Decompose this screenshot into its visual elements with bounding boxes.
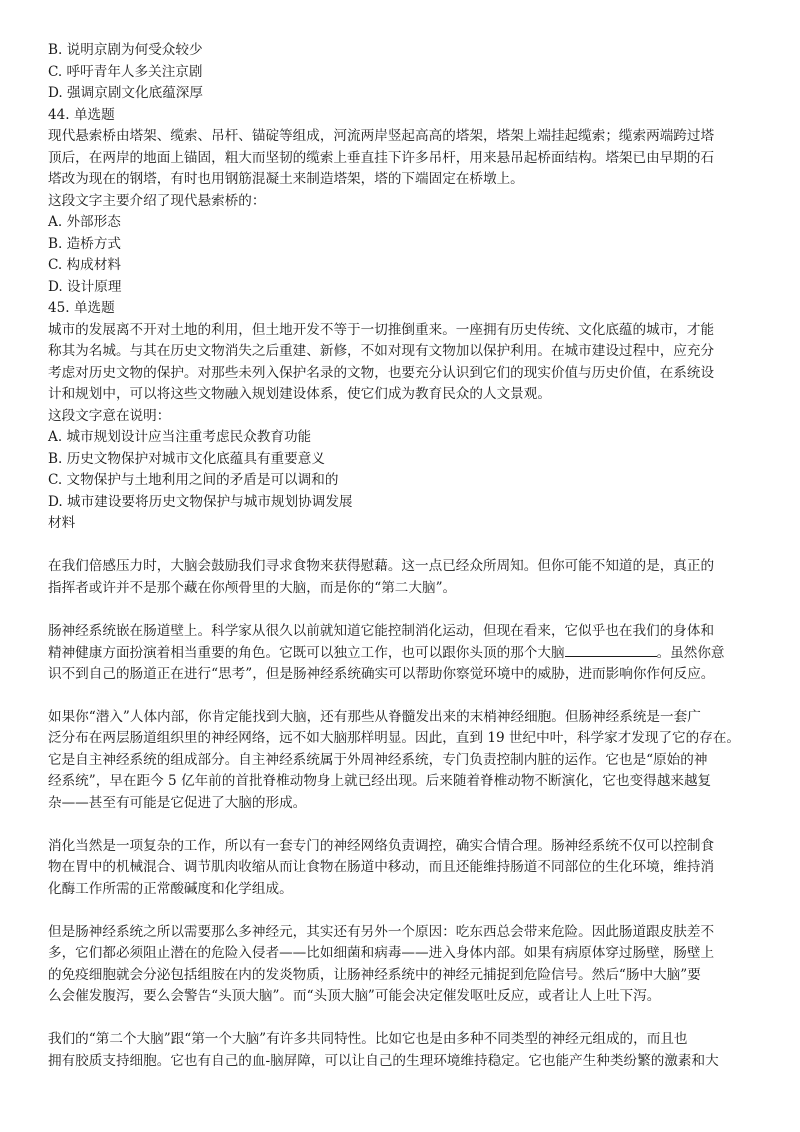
paragraph-line: 经系统”，早在距今 5 亿年前的首批脊椎动物身上就已经出现。后来随着脊椎动物不断演化，它也变得越来越复 [48,773,712,789]
passage-line: 顶后，在两岸的地面上锚固，粗大而坚韧的缆索上垂直挂下许多吊杆，用来悬吊起桥面结构。塔架已由早期的石 [48,149,715,166]
paragraph-line: 但是肠神经系统之所以需要那么多神经元，其实还有另外一个原因：吃东西总会带来危险。因此肠道跟皮肤差不 [48,923,715,940]
text-segment: 。虽然你意 [656,645,725,661]
option-c: C. 构成材料 [48,257,121,273]
paragraph-gap [48,685,768,707]
paragraph-line: 的免疫细胞就会分泌包括组胺在内的发炎物质，让肠神经系统中的神经元捕捉到危险信号。然后“肠中大脑”要 [48,966,701,983]
paragraph-line: 化酶工作所需的正常酸碱度和化学组成。 [48,880,293,897]
text-segment: 精神健康方面扮演着相当重要的角色。它既可以独立工作，也可以跟你头顶的那个大脑 [48,645,565,661]
option-b: B. 说明京剧为何受众较少 [48,42,203,58]
question-header: 45. 单选题 [48,300,115,316]
paragraph-line: 么会催发腹泻，要么会警告“头顶大脑”。而“头顶大脑”可能会决定催发呕吐反应，或者让人上吐下泻。 [48,988,661,1004]
option-a: A. 外部形态 [48,214,121,230]
paragraph-line: 指挥者或许并不是那个藏在你颅骨里的大脑，而是你的“第二大脑”。 [48,579,457,596]
option-c: C. 文物保护与土地利用之间的矛盾是可以调和的 [48,472,339,488]
passage-line: 塔改为现在的钢塔，有时也用钢筋混凝土来制造塔架，塔的下端固定在桥墩上。 [48,171,524,187]
paragraph-gap [48,599,768,621]
passage-line: 考虑对历史文物的保护。对那些未列入保护名录的文物，也要充分认识到它们的现实价值与历史价值，在系统设 [48,364,715,381]
paragraph-line: 肠神经系统嵌在肠道壁上。科学家从很久以前就知道它能控制消化运动，但现在看来，它似乎也在我们的身体和 [48,622,715,639]
question-header: 44. 单选题 [48,106,115,123]
question-stem: 这段文字主要介绍了现代悬索桥的： [48,192,266,209]
passage-line: 称其为名城。与其在历史文物消失之后重建、新修，不如对现有文物加以保护利用。在城市建设过程中，应充分 [48,343,715,359]
option-d: D. 强调京剧文化底蕴深厚 [48,85,203,101]
passage-line: 计和规划中，可以将这些文物融入规划建设体系，使它们成为教育民众的人文景观。 [48,386,551,402]
fill-in-blank [565,642,657,657]
paragraph-gap [48,1008,768,1030]
option-b: B. 造桥方式 [48,235,122,252]
paragraph-line: 如果你“潜入”人体内部，你肯定能找到大脑，还有那些从脊髓发出来的末梢神经细胞。但肠神经系统是一套广 [48,708,701,725]
passage-line: 城市的发展离不开对土地的利用，但土地开发不等于一切推倒重来。一座拥有历史传统、文化底蕴的城市，才能 [48,321,715,338]
document-page [48,40,768,1072]
paragraph-line: 泛分布在两层肠道组织里的神经网络，远不如大脑那样明显。因此，直到 19 世纪中叶，科学家才发现了它的存在。 [48,730,741,746]
material-header: 材料 [48,515,76,531]
paragraph-line: 消化当然是一项复杂的工作，所以有一套专门的神经网络负责调控，确实合情合理。肠神经系统不仅可以控制食 [48,837,715,854]
paragraph-line: 在我们倍感压力时，大脑会鼓励我们寻求食物来获得慰藉。这一点已经众所周知。但你可能不知道的是，真正的 [48,558,715,574]
option-a: A. 城市规划设计应当注重考虑民众教育功能 [48,429,312,445]
paragraph-line: 识不到自己的肠道正在进行“思考”，但是肠神经系统确实可以帮助你察觉环境中的威胁，进而影响你作何反应。 [48,665,715,682]
paragraph-line: 物在胃中的机械混合、调节肌肉收缩从而让食物在肠道中移动，而且还能维持肠道不同部位的生化环境，维持消 [48,859,715,875]
paragraph-line: 它是自主神经系统的组成部分。自主神经系统属于外周神经系统，专门负责控制内脏的运作。它也是“原始的神 [48,751,708,768]
paragraph-gap [48,535,768,557]
paragraph-line: 我们的“第二个大脑”跟“第一个大脑”有许多共同特性。比如它也是由多种不同类型的神经元组成的，而且也 [48,1031,688,1047]
option-d: D. 设计原理 [48,278,122,295]
paragraph-gap [48,814,768,836]
option-d: D. 城市建设要将历史文物保护与城市规划协调发展 [48,493,353,510]
option-c: C. 呼吁青年人多关注京剧 [48,63,203,80]
question-stem: 这段文字意在说明： [48,407,171,424]
paragraph-gap [48,900,768,922]
paragraph-line: 拥有胶质支持细胞。它也有自己的血-脑屏障，可以让自己的生理环境维持稳定。它也能产生种类纷繁的激素和大 [48,1052,719,1069]
paragraph-line: 杂——甚至有可能是它促进了大脑的形成。 [48,794,307,811]
paragraph-line: 多，它们都必须阻止潜在的危险入侵者——比如细菌和病毒——进入身体内部。如果有病原体穿过肠壁，肠壁上 [48,945,715,961]
option-b: B. 历史文物保护对城市文化底蕴具有重要意义 [48,450,325,467]
passage-line: 现代悬索桥由塔架、缆索、吊杆、锚碇等组成，河流两岸竖起高高的塔架，塔架上端挂起缆索；缆索两端跨过塔 [48,128,715,144]
paragraph-line-with-blank [48,642,768,664]
